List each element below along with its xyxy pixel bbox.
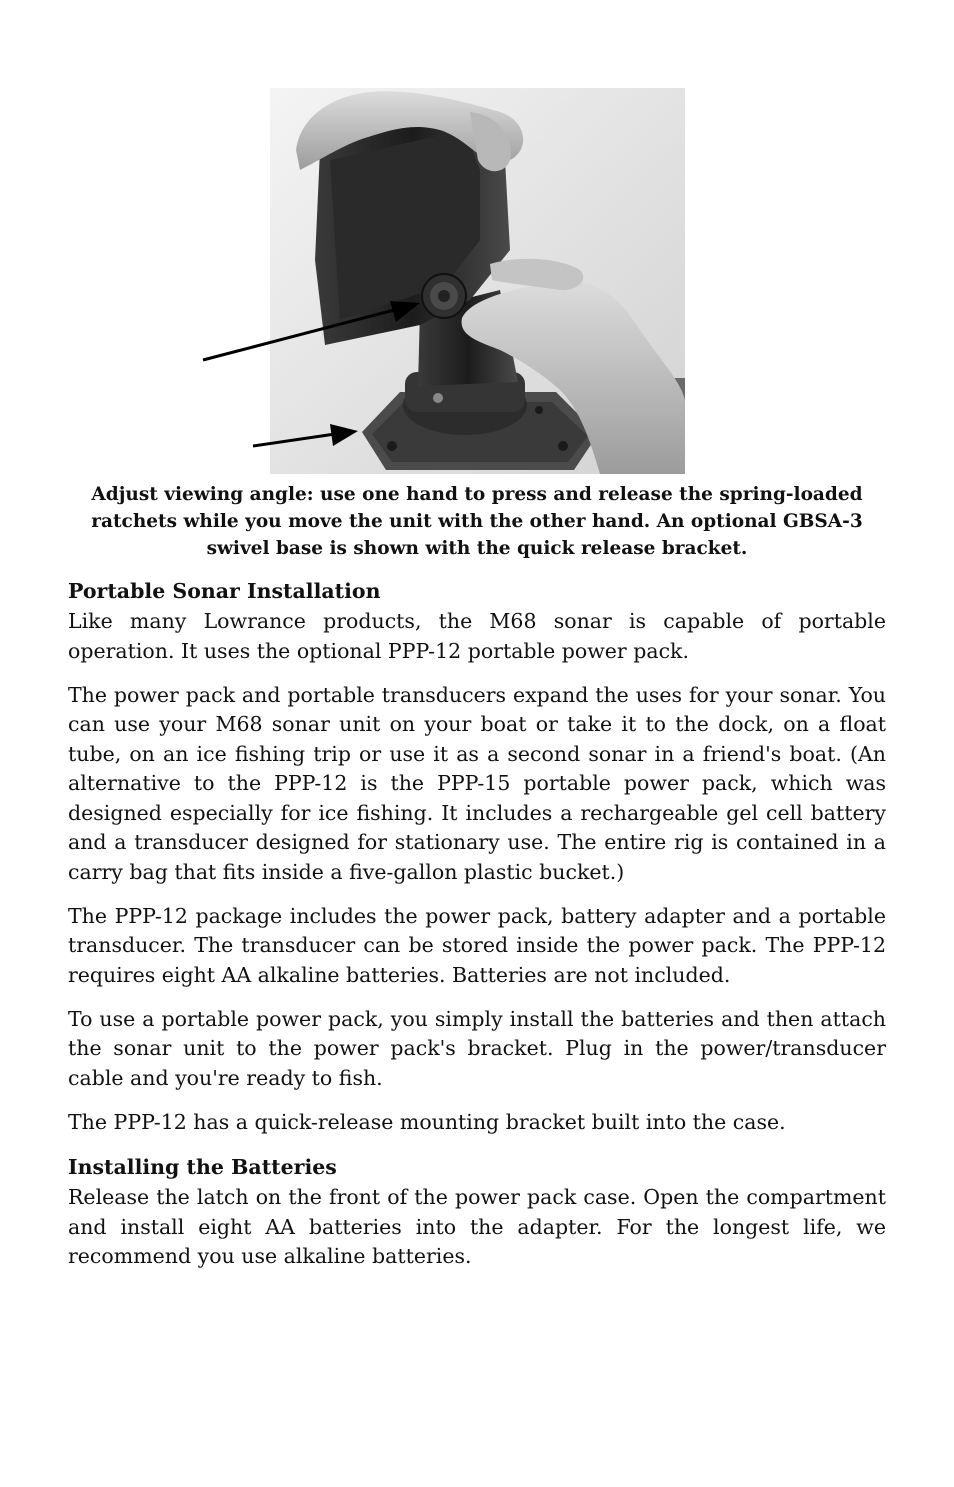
paragraph: Release the latch on the front of the power pack case. Open the compartment and install eight AA batteries into the adapter. For the longest life, we recommend you use alkaline batteries. <box>68 1185 886 1268</box>
paragraph: The power pack and portable transducers expand the uses for your sonar. You can use your M68 sonar unit on your boat or take it to the dock, on a float tube, on an ice fishing trip or use it as a second sonar in a friend's boat. (An alternative to the PPP-12 is the PPP-15 portable power pack, which was designed especially for ice fishing. It includes a rechargeable gel cell battery and a transducer designed for stationary use. The entire rig is contained in a carry bag that fits inside a five-gallon plastic bucket.) <box>68 682 886 884</box>
section-heading-portable-sonar: Portable Sonar Installation <box>68 579 381 603</box>
paragraph: Like many Lowrance products, the M68 sonar is capable of portable operation. It uses the optional PPP-12 portable power pack. <box>68 609 886 663</box>
section-heading-installing-batteries: Installing the Batteries <box>68 1155 337 1179</box>
sonar-mount-photo <box>0 0 954 478</box>
figure-caption: Adjust viewing angle: use one hand to press and release the spring-loaded ratchets while you move the unit with the other hand. An optional GBSA-3 swivel base is shown with the quick release bracket. <box>91 484 863 559</box>
paragraph: To use a portable power pack, you simply install the batteries and then attach the sonar unit to the power pack's bracket. Plug in the power/transducer cable and you're ready to fish. <box>68 1006 886 1090</box>
document-body <box>68 575 886 1286</box>
paragraph: The PPP-12 package includes the power pack, battery adapter and a portable transducer. The transducer can be stored inside the power pack. The PPP-12 requires eight AA alkaline batteries. Batteries are not included. <box>68 903 886 987</box>
paragraph: The PPP-12 has a quick-release mounting bracket built into the case. <box>68 1109 786 1134</box>
photo-illustration <box>0 0 954 478</box>
